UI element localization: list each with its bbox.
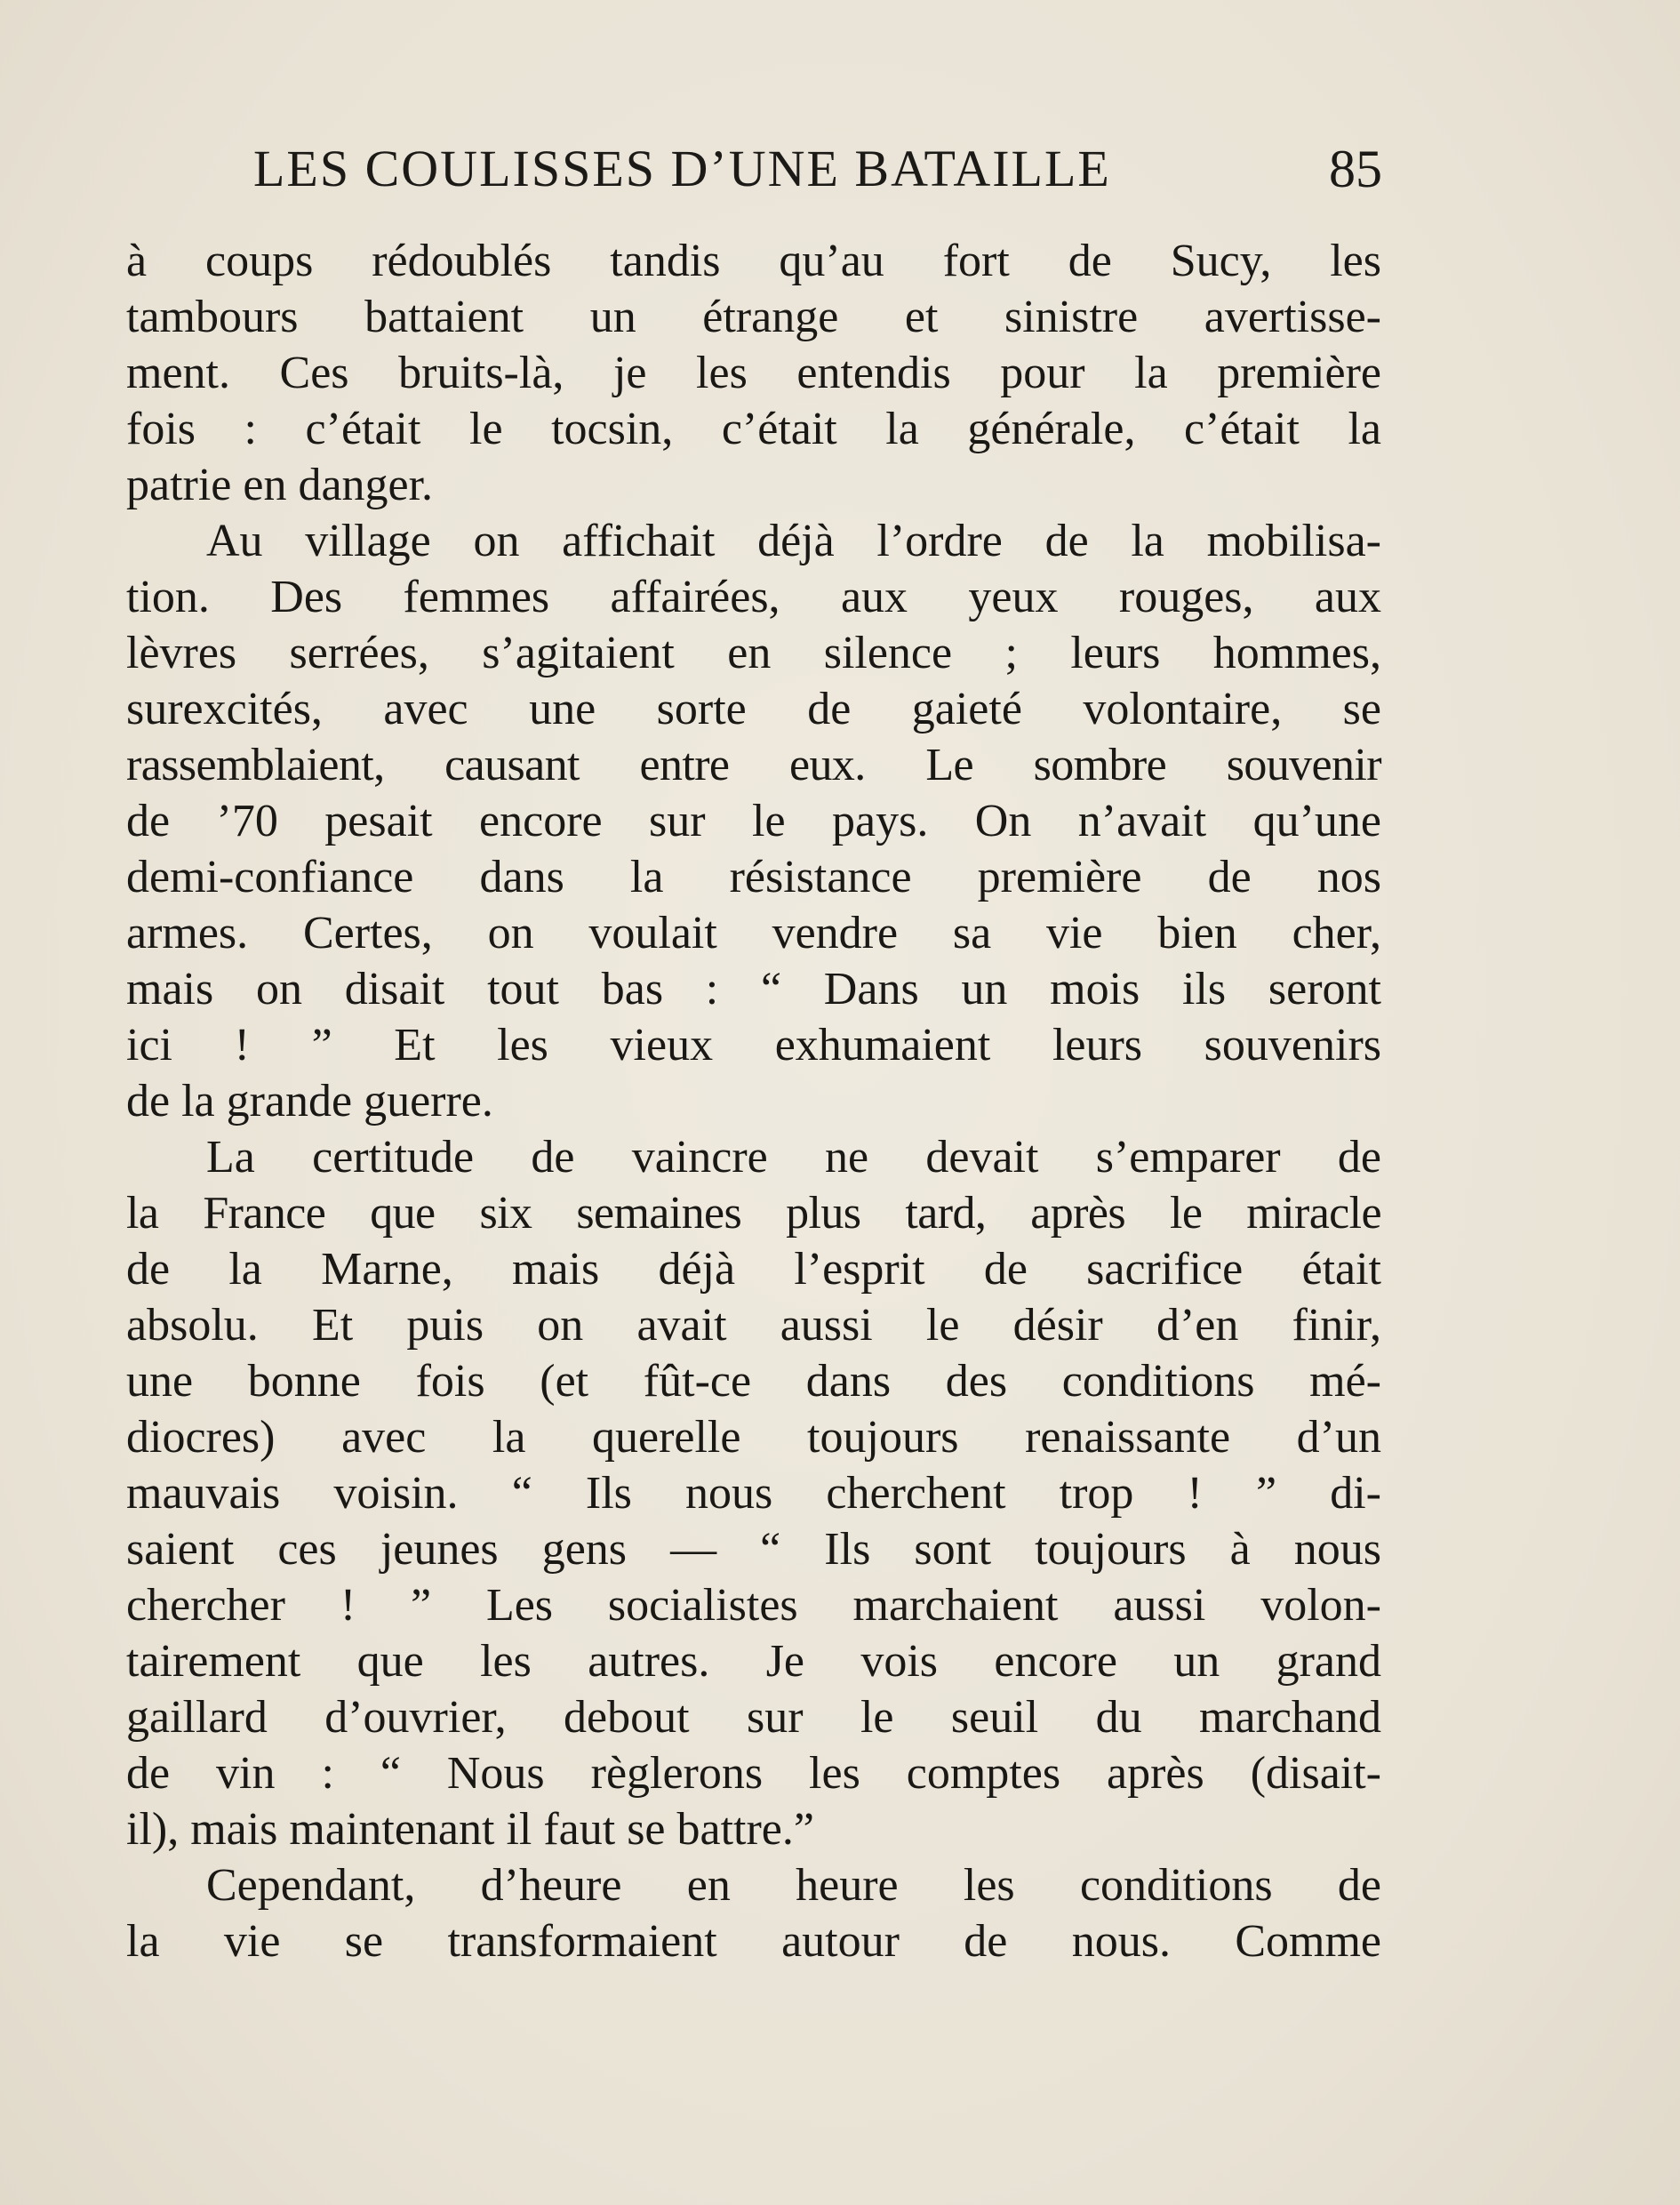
- text-line: gaillard d’ouvrier, debout sur le seuil du marchand: [126, 1692, 1381, 1743]
- text-line: absolu. Et puis on avait aussi le désir d’en finir,: [126, 1300, 1381, 1351]
- text-line: de la grande guerre.: [126, 1076, 493, 1127]
- page-number: 85: [1329, 140, 1382, 198]
- text-line: ici ! ” Et les vieux exhumaient leurs souvenirs: [126, 1020, 1381, 1070]
- text-line: mais on disait tout bas : “ Dans un mois ils seront: [126, 964, 1381, 1014]
- text-line: la France que six semaines plus tard, après le miracle: [126, 1188, 1381, 1239]
- running-title: LES COULISSES D’UNE BATAILLE: [253, 140, 1111, 197]
- text-line: Au village on affichait déjà l’ordre de la mobilisa-: [206, 516, 1381, 566]
- text-line: la vie se transformaient autour de nous. Comme: [126, 1916, 1381, 1967]
- text-line: lèvres serrées, s’agitaient en silence ; leurs hommes,: [126, 628, 1381, 678]
- text-line: La certitude de vaincre ne devait s’emparer de: [206, 1132, 1381, 1183]
- text-line: de vin : “ Nous règlerons les comptes après (disait-: [126, 1748, 1381, 1799]
- text-line: ment. Ces bruits-là, je les entendis pour la première: [126, 348, 1381, 398]
- text-line: Cependant, d’heure en heure les conditions de: [206, 1860, 1381, 1911]
- text-line: fois : c’était le tocsin, c’était la générale, c’était la: [126, 404, 1381, 454]
- text-line: diocres) avec la querelle toujours renaissante d’un: [126, 1412, 1381, 1463]
- text-line: de la Marne, mais déjà l’esprit de sacrifice était: [126, 1244, 1381, 1295]
- text-line: à coups rédoublés tandis qu’au fort de Sucy, les: [126, 236, 1381, 286]
- text-line: il), mais maintenant il faut se battre.”: [126, 1804, 814, 1855]
- text-line: surexcités, avec une sorte de gaieté volontaire, se: [126, 684, 1381, 734]
- text-line: tairement que les autres. Je vois encore un grand: [126, 1636, 1381, 1687]
- text-line: une bonne fois (et fût-ce dans des conditions mé-: [126, 1356, 1381, 1407]
- text-line: de ’70 pesait encore sur le pays. On n’avait qu’une: [126, 796, 1381, 846]
- text-line: saient ces jeunes gens — “ Ils sont toujours à nous: [126, 1524, 1381, 1575]
- text-line: chercher ! ” Les socialistes marchaient aussi volon-: [126, 1580, 1381, 1631]
- text-line: mauvais voisin. “ Ils nous cherchent trop ! ” di-: [126, 1468, 1381, 1519]
- text-line: demi-confiance dans la résistance première de nos: [126, 852, 1381, 902]
- running-head: [253, 133, 1382, 204]
- text-line: tambours battaient un étrange et sinistre avertisse-: [126, 292, 1381, 342]
- text-line: armes. Certes, on voulait vendre sa vie bien cher,: [126, 908, 1381, 958]
- body-text: [126, 233, 1381, 1969]
- text-line: patrie en danger.: [126, 460, 434, 510]
- text-line: rassemblaient, causant entre eux. Le sombre souvenir: [126, 740, 1381, 790]
- text-line: tion. Des femmes affairées, aux yeux rouges, aux: [126, 572, 1381, 622]
